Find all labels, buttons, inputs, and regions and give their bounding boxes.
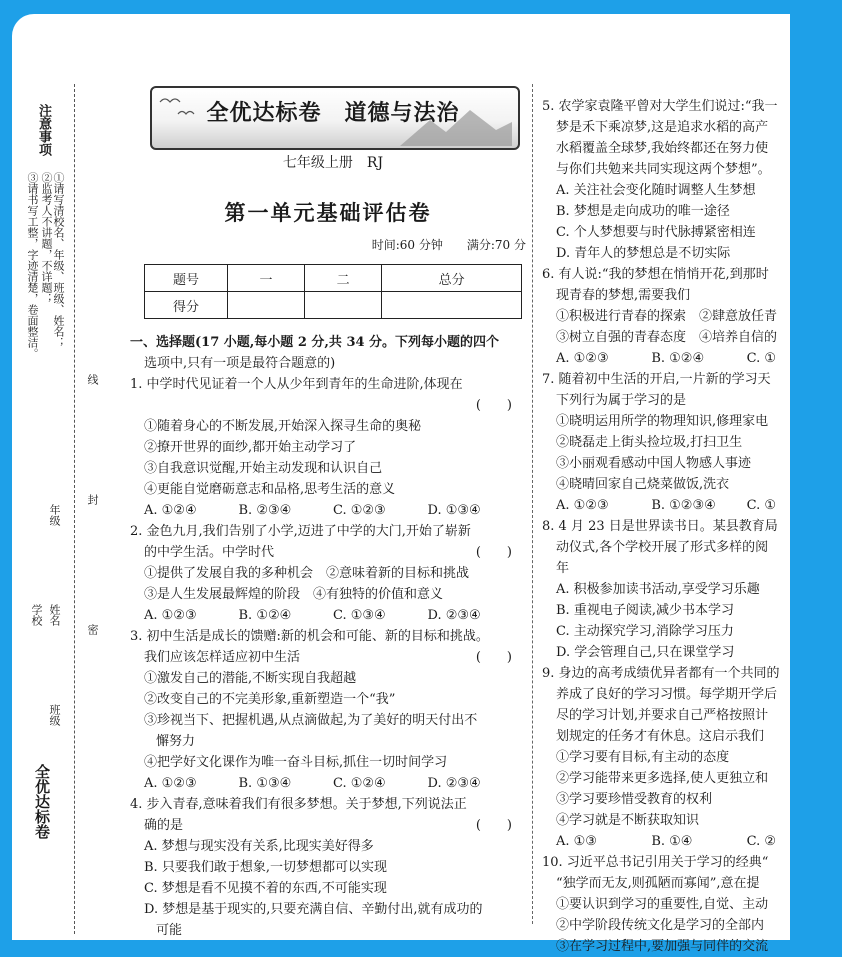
right-column xyxy=(542,14,802,954)
question-item: ①随着身心的不断发展,开始深入探寻生命的奥秘 xyxy=(144,419,422,434)
question-item: ①提供了发展自我的多种机会 ②意味着新的目标和挑战 xyxy=(144,566,470,581)
option[interactable]: C. ①③④ xyxy=(333,608,386,623)
question-item: ②学习能带来更多选择,使人更独立和 xyxy=(556,771,769,786)
question-item: ②改变自己的不完美形象,重新塑造一个“我” xyxy=(144,692,396,707)
binding-gutter xyxy=(26,84,126,934)
answer-options xyxy=(542,831,842,852)
score-header: 总分 xyxy=(382,265,522,292)
seal-line-mark: 封 xyxy=(86,494,99,505)
title-banner xyxy=(150,86,516,176)
question-stem: 8. 4 月 23 日是世界读书日。某县教育局 xyxy=(542,519,778,534)
option[interactable]: B. 重视电子阅读,减少书本学习 xyxy=(556,603,734,618)
question-stem: 10. 习近平总书记引用关于学习的经典“ xyxy=(542,855,769,870)
question-item: ③小丽观看感动中国人物感人事迹 xyxy=(556,456,752,471)
notice-title: 注意事项 xyxy=(36,104,51,156)
option[interactable]: B. ②③④ xyxy=(238,503,292,518)
option[interactable]: A. ①②③ xyxy=(556,351,609,366)
score-header: 二 xyxy=(305,265,382,292)
question-stem: 年 xyxy=(556,561,570,576)
question-stem: 与你们共勉来共同实现这两个梦想”。 xyxy=(556,162,771,177)
paper-subtitle: 七年级上册 RJ xyxy=(282,155,384,171)
question-item: ④把学好文化课作为唯一奋斗目标,抓住一切时间学习 xyxy=(144,755,448,770)
option[interactable]: A. 关注社会变化随时调整人生梦想 xyxy=(556,183,756,198)
paper-title: 全优达标卷 道德与法治 xyxy=(206,100,460,126)
section-intro: 选项中,只有一项是最符合题意的) xyxy=(144,356,336,371)
option[interactable]: B. 梦想是走向成功的唯一途径 xyxy=(556,204,730,219)
option[interactable]: C. ① xyxy=(746,351,777,366)
time-info: 时间:60 分钟 满分:70 分 xyxy=(371,238,526,252)
unit-title: 第一单元基础评估卷 xyxy=(224,200,432,225)
option[interactable]: A. ①②③ xyxy=(556,498,609,513)
question-item: ①激发自己的潜能,不断实现自我超越 xyxy=(144,671,357,686)
question-stem: 下列行为属于学习的是 xyxy=(556,393,687,408)
option[interactable]: B. 只要我们敢于想象,一切梦想都可以实现 xyxy=(144,860,387,875)
option[interactable]: C. ① xyxy=(746,498,777,513)
question-stem: 水稻覆盖全球梦,我始终都还在努力使 xyxy=(556,141,769,156)
question-item: ①积极进行青春的探索 ②肆意放任青 xyxy=(556,309,778,324)
question-stem: “独学而无友,则孤陋而寡闻”,意在提 xyxy=(556,876,760,891)
seal-line-mark: 线 xyxy=(86,374,99,385)
option[interactable]: B. ①②④ xyxy=(651,351,705,366)
question-item: ④晓晴回家自己烧菜做饭,洗衣 xyxy=(556,477,730,492)
option[interactable]: A. 梦想与现实没有关系,比现实美好得多 xyxy=(144,839,374,854)
answer-bracket: ( ) xyxy=(475,818,512,833)
option[interactable]: C. ② xyxy=(746,834,777,849)
question-stem: 梦是禾下乘凉梦,这是追求水稻的高产 xyxy=(556,120,769,135)
question-stem: 动仪式,各个学校开展了形式多样的阅 xyxy=(556,540,769,555)
question-stem: 6. 有人说:“我的梦想在悄悄开花,到那时 xyxy=(542,267,769,282)
answer-options xyxy=(130,773,522,794)
score-header: 题号 xyxy=(145,265,228,292)
notice-line: ②监考人不讲题，不详题； xyxy=(40,172,53,304)
score-table xyxy=(144,264,522,319)
answer-options xyxy=(130,605,522,626)
question-stem: 5. 农学家袁隆平曾对大学生们说过:“我一 xyxy=(542,99,778,114)
exam-page xyxy=(12,14,790,954)
notice-line: ③请书写工整，字迹清楚，卷面整洁。 xyxy=(26,172,39,359)
question-stem: 7. 随着初中生活的开启,一片新的学习天 xyxy=(542,372,771,387)
question-item: ①学习要有目标,有主动的态度 xyxy=(556,750,730,765)
left-questions xyxy=(130,332,522,941)
option[interactable]: C. 个人梦想要与时代脉搏紧密相连 xyxy=(556,225,756,240)
notice-line: ①请写清校名、年级、班级、姓名； xyxy=(52,172,65,348)
seal-line-mark: 密 xyxy=(86,624,99,635)
answer-options xyxy=(542,495,842,516)
question-stem: 尽的学习计划,并要求自己严格按照计 xyxy=(556,708,769,723)
question-item: ②中学阶段传统文化是学习的全部内 xyxy=(556,918,765,933)
option[interactable]: A. ①②③ xyxy=(144,776,197,791)
question-stem: 确的是 xyxy=(144,818,184,833)
score-row-label: 得分 xyxy=(145,292,228,319)
left-column xyxy=(130,14,526,940)
option[interactable]: D. ②③④ xyxy=(427,776,481,791)
option[interactable]: D. ②③④ xyxy=(427,608,481,623)
answer-options xyxy=(130,500,522,521)
question-stem: 3. 初中生活是成长的馈赠:新的机会和可能、新的目标和挑战。 xyxy=(130,629,489,644)
name-label: 姓名 xyxy=(48,604,61,626)
answer-bracket: ( ) xyxy=(475,545,512,560)
option[interactable]: D. 梦想是基于现实的,只要充满自信、辛勤付出,就有成功的 xyxy=(144,902,483,917)
question-item: ②晓磊走上街头捡垃圾,打扫卫生 xyxy=(556,435,743,450)
question-stem: 现青春的梦想,需要我们 xyxy=(556,288,691,303)
question-item: ②撩开世界的面纱,都开始主动学习了 xyxy=(144,440,357,455)
score-header: 一 xyxy=(228,265,305,292)
option[interactable]: B. ①②④ xyxy=(238,608,292,623)
option[interactable]: D. ①③④ xyxy=(427,503,481,518)
question-item: ④学习就是不断获取知识 xyxy=(556,813,700,828)
question-stem: 的中学生活。中学时代 xyxy=(144,545,275,560)
question-stem: 养成了良好的学习习惯。每学期开学后 xyxy=(556,687,778,702)
class-label: 班级 xyxy=(48,704,61,726)
option[interactable]: D. 青年人的梦想总是不切实际 xyxy=(556,246,731,261)
brand-vertical: 全优达标卷 xyxy=(33,764,51,839)
question-stem: 2. 金色九月,我们告别了小学,迈进了中学的大门,开始了崭新 xyxy=(130,524,471,539)
option[interactable]: A. ①②③ xyxy=(144,608,197,623)
question-item: ①要认识到学习的重要性,自觉、主动 xyxy=(556,897,769,912)
column-divider xyxy=(532,84,533,924)
option[interactable]: A. ①③ xyxy=(556,834,597,849)
section-intro: 一、选择题(17 小题,每小题 2 分,共 34 分。下列每小题的四个 xyxy=(130,335,500,350)
question-item: ③树立自强的青春态度 ④培养自信的 xyxy=(556,330,778,345)
question-item: ③珍视当下、把握机遇,从点滴做起,为了美好的明天付出不 xyxy=(144,713,478,728)
grade-label: 年级 xyxy=(48,504,61,526)
question-item: ③在学习过程中,要加强与同伴的交流 xyxy=(556,939,769,954)
right-questions xyxy=(542,96,842,957)
score-cell[interactable] xyxy=(382,292,522,319)
question-stem: 我们应该怎样适应初中生活 xyxy=(144,650,301,665)
question-stem: 4. 步入青春,意味着我们有很多梦想。关于梦想,下列说法正 xyxy=(130,797,467,812)
answer-options xyxy=(542,348,842,369)
question-stem: 划规定的任务才有休息。这启示我们 xyxy=(556,729,765,744)
option[interactable]: C. ①②③ xyxy=(333,503,386,518)
question-item: ④更能自觉磨砺意志和品格,思考生活的意义 xyxy=(144,482,396,497)
option[interactable]: D. 学会管理自己,只在课堂学习 xyxy=(556,645,735,660)
answer-bracket: ( ) xyxy=(475,650,512,665)
question-item: 懈努力 xyxy=(156,734,196,749)
question-stem: 9. 身边的高考成绩优异者都有一个共同的 xyxy=(542,666,780,681)
option[interactable]: B. ①③④ xyxy=(238,776,292,791)
option[interactable]: A. ①②④ xyxy=(144,503,197,518)
score-cell[interactable] xyxy=(305,292,382,319)
question-item: ③学习要珍惜受教育的权利 xyxy=(556,792,713,807)
question-item: ③是人生发展最辉煌的阶段 ④有独特的价值和意义 xyxy=(144,587,444,602)
option: 可能 xyxy=(156,923,183,938)
option[interactable]: C. 梦想是看不见摸不着的东西,不可能实现 xyxy=(144,881,387,896)
question-stem: 1. 中学时代见证着一个人从少年到青年的生命进阶,体现在 xyxy=(130,377,463,392)
option[interactable]: B. ①④ xyxy=(651,834,693,849)
option[interactable]: A. 积极参加读书活动,享受学习乐趣 xyxy=(556,582,760,597)
option[interactable]: B. ①②③④ xyxy=(651,498,716,513)
score-cell[interactable] xyxy=(228,292,305,319)
school-label: 学校 xyxy=(30,604,43,626)
answer-bracket: ( ) xyxy=(475,398,512,413)
question-item: ③自我意识觉醒,开始主动发现和认识自己 xyxy=(144,461,383,476)
option[interactable]: C. ①②④ xyxy=(333,776,386,791)
question-item: ①晓明运用所学的物理知识,修理家电 xyxy=(556,414,769,429)
option[interactable]: C. 主动探究学习,消除学习压力 xyxy=(556,624,734,639)
